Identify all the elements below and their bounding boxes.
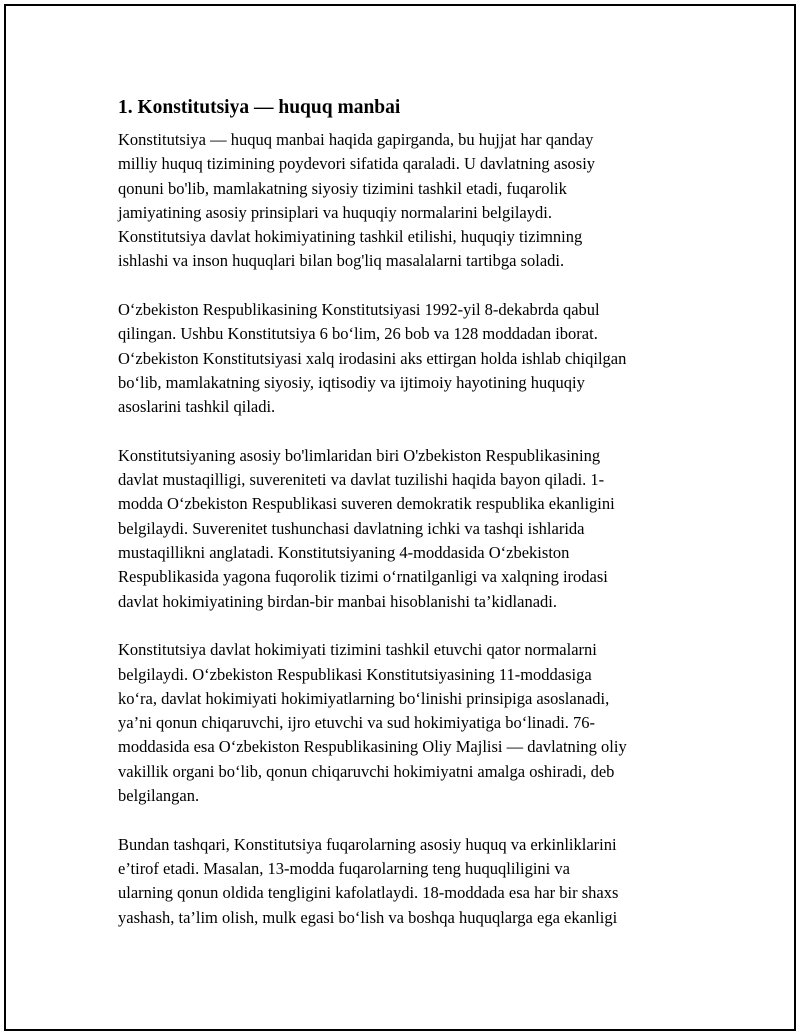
text-line: modda O‘zbekiston Respublikasi suveren demokratik respublika ekanligini (118, 494, 615, 514)
text-line: ya’ni qonun chiqaruvchi, ijro etuvchi va sud hokimiyatiga bo‘linadi. 76- (118, 713, 596, 733)
text-line: e’tirof etadi. Masalan, 13-modda fuqarolarning teng huquqliligini va (118, 858, 570, 878)
paragraph-5 (118, 833, 686, 930)
section-title: 1. Konstitutsiya — huquq manbai (118, 97, 401, 118)
text-line: ularning qonun oldida tengligini kafolatlaydi. 18-moddada esa har bir shaxs (118, 883, 619, 903)
text-line: yashash, ta’lim olish, mulk egasi bo‘lish va boshqa huquqlarga ega ekanligi (118, 907, 618, 927)
text-line: vakillik organi bo‘lib, qonun chiqaruvchi hokimiyatni amalga oshiradi, deb (118, 761, 615, 781)
paragraph-1 (118, 128, 686, 274)
text-line: Konstitutsiya davlat hokimiyatining tashkil etilishi, huquqiy tizimning (118, 227, 583, 247)
text-line: ko‘ra, davlat hokimiyati hokimiyatlarning bo‘linishi prinsipiga asoslanadi, (118, 688, 610, 708)
text-line: Konstitutsiyaning asosiy bo'limlaridan biri O'zbekiston Respublikasining (118, 445, 601, 465)
text-line: Konstitutsiya — huquq manbai haqida gapirganda, bu hujjat har qanday (118, 130, 594, 149)
text-line: O‘zbekiston Konstitutsiyasi xalq irodasini aks ettirgan holda ishlab chiqilgan (118, 348, 627, 368)
text-line: belgilaydi. O‘zbekiston Respublikasi Konstitutsiyasining 11-moddasiga (118, 664, 592, 684)
text-line: mustaqillikni anglatadi. Konstitutsiyaning 4-moddasida O‘zbekiston (118, 543, 570, 563)
paragraph-3 (118, 444, 686, 614)
text-line: asoslarini tashkil qiladi. (118, 397, 276, 417)
paragraph-2 (118, 298, 686, 419)
text-line: milliy huquq tizimining poydevori sifatida qaraladi. U davlatning asosiy (118, 154, 596, 174)
text-line: belgilangan. (118, 786, 200, 806)
text-line: qilingan. Ushbu Konstitutsiya 6 bo‘lim, 26 bob va 128 moddadan iborat. (118, 324, 598, 344)
text-line: Konstitutsiya davlat hokimiyati tizimini tashkil etuvchi qator normalarni (118, 640, 597, 660)
document-page (118, 86, 686, 954)
text-line: davlat mustaqilligi, suvereniteti va davlat tuzilishi haqida bayon qiladi. 1- (118, 470, 605, 490)
text-line: moddasida esa O‘zbekiston Respublikasining Oliy Majlisi — davlatning oliy (118, 737, 627, 757)
paragraph-4 (118, 638, 686, 808)
text-line: Respublikasida yagona fuqorolik tizimi o‘rnatilganligi va xalqning irodasi (118, 567, 608, 587)
text-line: qonuni bo'lib, mamlakatning siyosiy tizimini tashkil etadi, fuqarolik (118, 178, 567, 198)
text-line: bo‘lib, mamlakatning siyosiy, iqtisodiy va ijtimoiy hayotining huquqiy (118, 372, 585, 392)
text-line: O‘zbekiston Respublikasining Konstitutsiyasi 1992-yil 8-dekabrda qabul (118, 300, 600, 320)
text-line: Bundan tashqari, Konstitutsiya fuqarolarning asosiy huquq va erkinliklarini (118, 834, 617, 854)
text-line: ishlashi va inson huquqlari bilan bog'liq masalalarni tartibga soladi. (118, 251, 565, 271)
text-line: jamiyatining asosiy prinsiplari va huquqiy normalarini belgilaydi. (118, 202, 552, 222)
text-line: davlat hokimiyatining birdan-bir manbai hisoblanishi ta’kidlanadi. (118, 591, 557, 611)
text-line: belgilaydi. Suverenitet tushunchasi davlatning ichki va tashqi ishlarida (118, 518, 585, 538)
